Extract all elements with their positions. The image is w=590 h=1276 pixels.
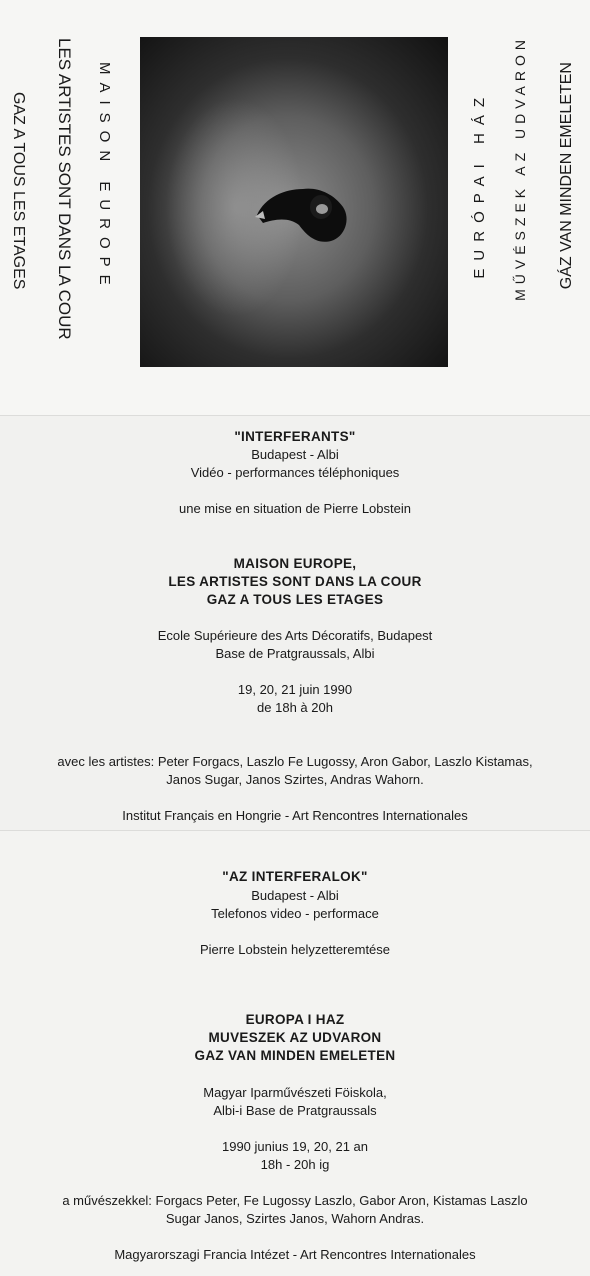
fr-heading-line-1: MAISON EUROPE, bbox=[233, 556, 357, 571]
hungarian-panel bbox=[0, 830, 590, 1276]
cover-title-europai-haz: EURÓPAI HÁZ bbox=[471, 90, 488, 279]
fr-venue-1: Ecole Supérieure des Arts Décoratifs, Budapest bbox=[157, 628, 433, 643]
hu-venue-1: Magyar Iparművészeti Föiskola, bbox=[203, 1085, 387, 1100]
hu-mise-en-situation: Pierre Lobstein helyzetteremtése bbox=[199, 942, 391, 957]
cover-title-maison-europe: MAISON EUROPE bbox=[96, 62, 113, 293]
fr-artists-line-1: avec les artistes: Peter Forgacs, Laszlo Fe Lugossy, Aron Gabor, Laszlo Kistamas, bbox=[57, 754, 533, 769]
fr-venue-2: Base de Pratgraussals, Albi bbox=[215, 646, 375, 661]
fr-dates: 19, 20, 21 juin 1990 bbox=[237, 682, 353, 697]
hu-title: "AZ INTERFERALOK" bbox=[222, 869, 368, 884]
hu-subtitle: Telefonos video - performace bbox=[211, 906, 379, 921]
hu-cities: Budapest - Albi bbox=[251, 888, 339, 903]
fr-cities: Budapest - Albi bbox=[251, 447, 339, 462]
hu-sponsors: Magyarorszagi Francia Intézet - Art Rencontres Internationales bbox=[114, 1247, 476, 1262]
fr-hours: de 18h à 20h bbox=[257, 700, 333, 715]
fr-heading-line-2: LES ARTISTES SONT DANS LA COUR bbox=[168, 574, 422, 589]
person-figure-image bbox=[255, 167, 355, 247]
hu-heading-line-3: GAZ VAN MINDEN EMELETEN bbox=[194, 1048, 396, 1063]
fr-mise-en-situation: une mise en situation de Pierre Lobstein bbox=[179, 501, 411, 516]
hu-heading-line-1: EUROPA I HAZ bbox=[245, 1012, 345, 1027]
cover-panel bbox=[0, 0, 590, 415]
cover-photo bbox=[140, 37, 448, 367]
cover-gaz-etages: GAZ A TOUS LES ETAGES bbox=[10, 92, 27, 290]
hu-dates: 1990 junius 19, 20, 21 an bbox=[221, 1139, 368, 1154]
fr-artists-line-2: Janos Sugar, Janos Szirtes, Andras Wahorn. bbox=[166, 772, 424, 787]
fr-sponsors: Institut Français en Hongrie - Art Rencontres Internationales bbox=[122, 808, 468, 823]
fr-title: "INTERFERANTS" bbox=[234, 429, 356, 444]
hu-venue-2: Albi-i Base de Pratgraussals bbox=[213, 1103, 377, 1118]
hu-artists-line-1: a művészekkel: Forgacs Peter, Fe Lugossy Laszlo, Gabor Aron, Kistamas Laszlo bbox=[62, 1193, 528, 1208]
hu-heading-line-2: MUVESZEK AZ UDVARON bbox=[208, 1030, 382, 1045]
french-panel bbox=[0, 415, 590, 831]
fr-heading-line-3: GAZ A TOUS LES ETAGES bbox=[206, 592, 384, 607]
hu-artists-line-2: Sugar Janos, Szirtes Janos, Wahorn Andras. bbox=[165, 1211, 425, 1226]
cover-muveszek-udvaron: MŰVÉSZEK AZ UDVARON bbox=[512, 35, 528, 301]
cover-artists-cour: LES ARTISTES SONT DANS LA COUR bbox=[55, 38, 74, 340]
cover-gaz-emeleten: GÁZ VAN MINDEN EMELETEN bbox=[558, 62, 575, 290]
hu-hours: 18h - 20h ig bbox=[260, 1157, 330, 1172]
fr-subtitle: Vidéo - performances téléphoniques bbox=[190, 465, 400, 480]
